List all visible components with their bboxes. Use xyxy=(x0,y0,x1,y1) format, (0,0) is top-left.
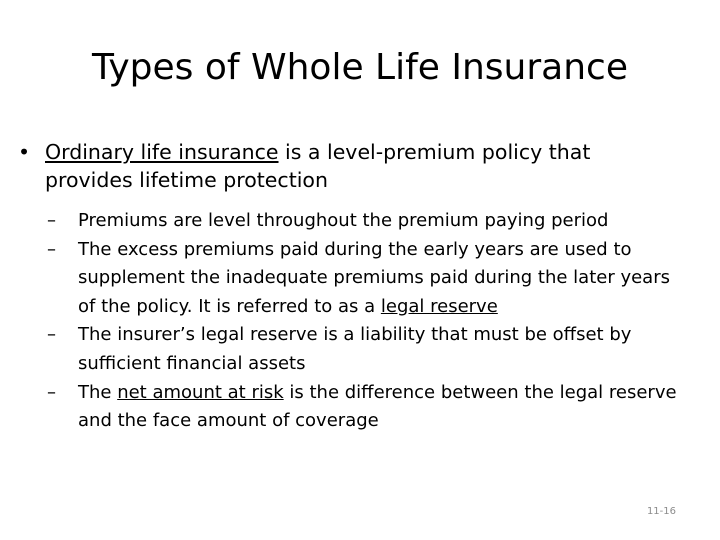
sub-bullet-text: The excess premiums paid during the early years are used to supplement the inadequate premiums paid during the later years of the policy. It is referred to as a xyxy=(78,238,670,317)
sub-bullet-text: Premiums are level throughout the premium paying period xyxy=(78,210,609,231)
bullet-marker: • xyxy=(18,140,31,164)
sub-bullet-1 xyxy=(31,207,681,236)
term-legal-reserve: legal reserve xyxy=(380,295,498,317)
slide-body xyxy=(18,138,683,436)
term-ordinary-life-insurance: Ordinary life insurance xyxy=(45,140,279,164)
sub-bullet-text: The insurer’s legal reserve is a liability that must be offset by sufficient financial assets xyxy=(78,324,632,374)
sub-bullet-2 xyxy=(31,236,681,322)
sub-bullet-list xyxy=(31,207,681,436)
slide-number: 11-16 xyxy=(646,506,676,517)
main-bullet-text: is a level-premium policy that provides lifetime protection xyxy=(45,140,591,192)
sub-bullet-text: The xyxy=(78,381,118,403)
term-net-amount-at-risk: net amount at risk xyxy=(117,381,284,403)
dash-marker: – xyxy=(47,324,56,346)
dash-marker: – xyxy=(47,210,56,231)
sub-bullet-4 xyxy=(31,379,681,436)
dash-marker: – xyxy=(47,381,56,403)
main-bullet xyxy=(18,138,683,194)
sub-bullet-text-end: is the difference between the legal reserve and the face amount of coverage xyxy=(78,381,677,432)
dash-marker: – xyxy=(47,238,56,260)
sub-bullet-3 xyxy=(31,321,681,378)
slide-title: Types of Whole Life Insurance xyxy=(91,47,628,88)
